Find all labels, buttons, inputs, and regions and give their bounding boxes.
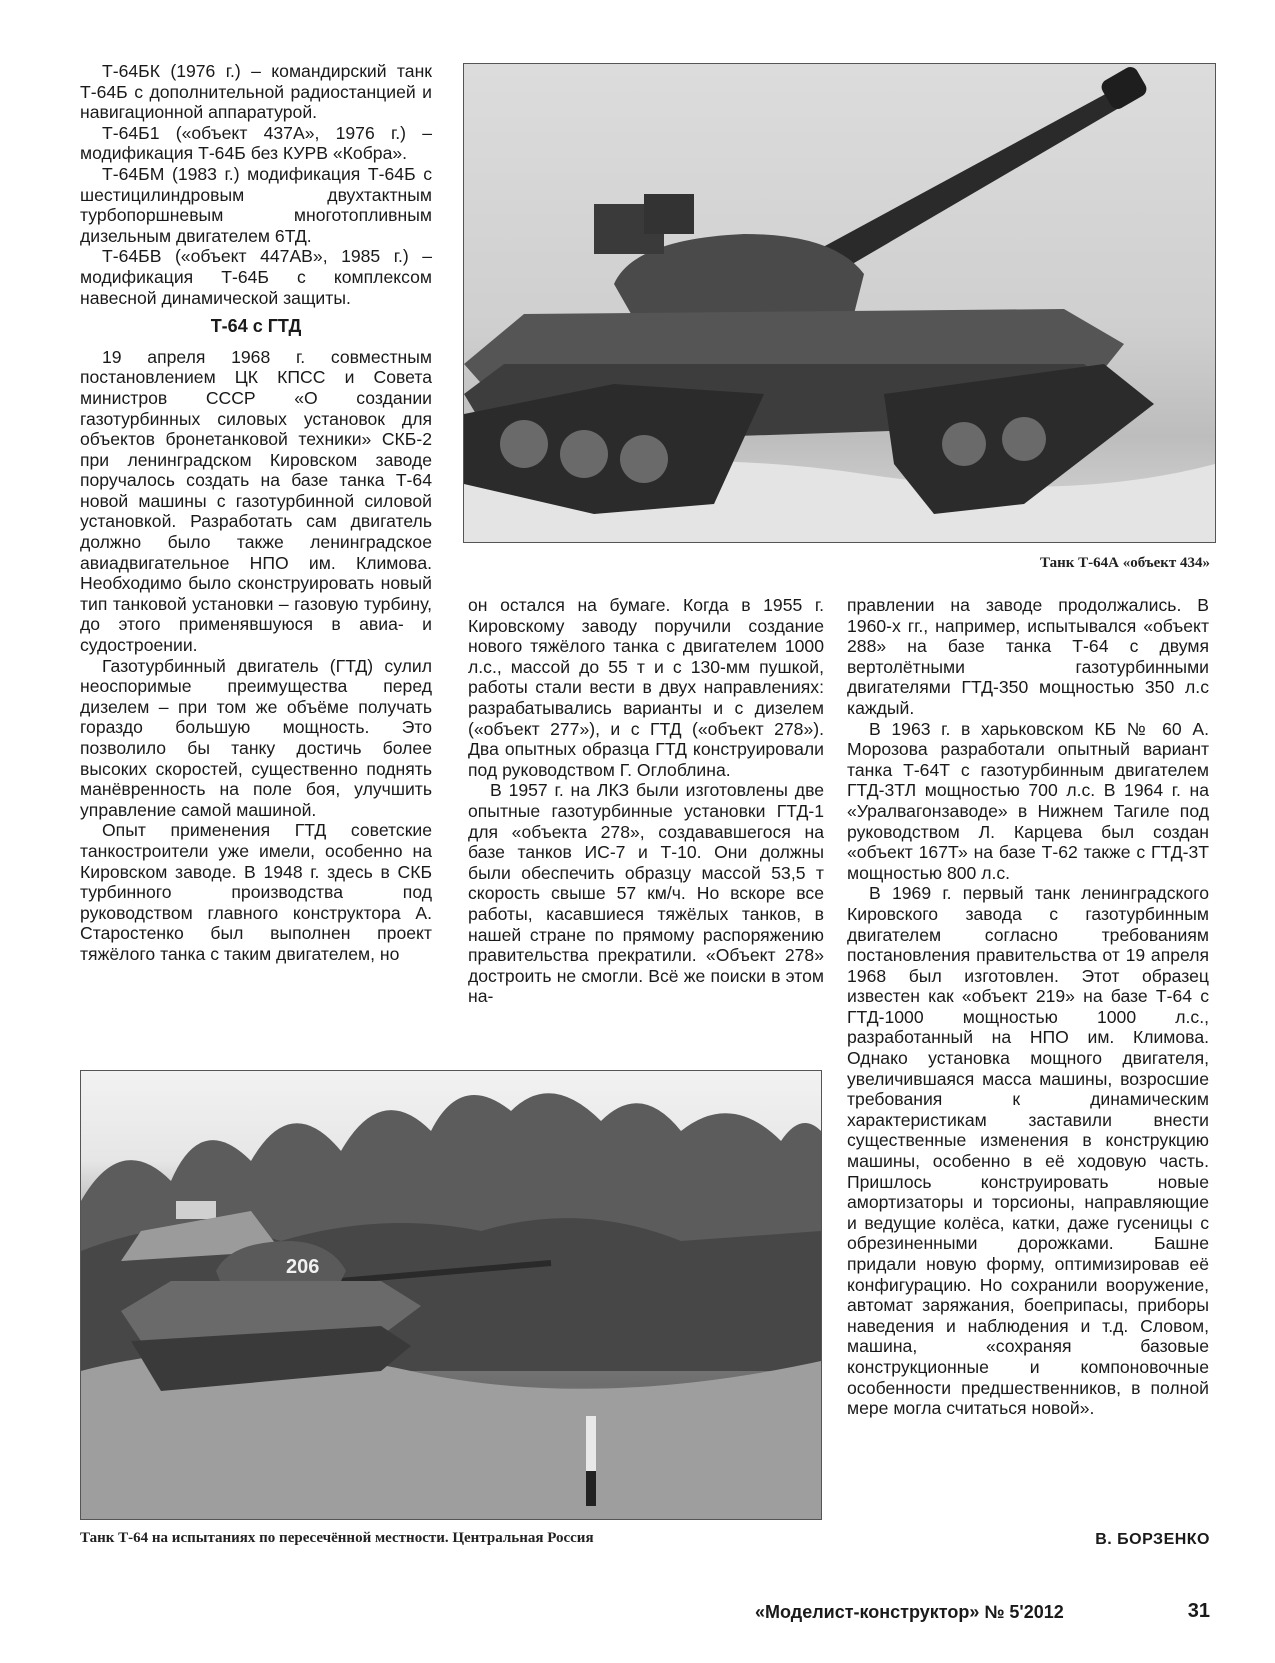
text-column-3 <box>847 595 1209 1419</box>
page-number: 31 <box>1187 1600 1210 1622</box>
text-column-1 <box>80 61 432 965</box>
paragraph: Т-64Б1 («объект 437А», 1976 г.) – модификация Т-64Б без КУРВ «Кобра». <box>80 122 432 164</box>
section-heading: Т-64 с ГТД <box>210 316 302 337</box>
magazine-footer: «Моделист-конструктор» № 5'2012 <box>755 1602 1064 1622</box>
paragraph: В 1957 г. на ЛКЗ были изготовлены две опытные газотурбинные установки ГТД-1 для «объекта 278», создававшегося на базе танков ИС-7 и Т-10. Они должны были обеспечить образцу массой 53,5 т скорость свыше 57 км/ч. Но вскоре все работы, касавшиеся тяжёлых танков, в нашей стране по прямому распоряжению правительства прекратили. «Объект 278» достроить не смогли. Всё же поиски в этом на- <box>468 780 824 1007</box>
paragraph: Опыт применения ГТД советские танкостроители уже имели, особенно на Кировском заводе. В 1948 г. здесь в СКБ турбинного производства под руководством главного конструктора А. Старостенко был выполнен проект тяжёлого танка с таким двигателем, но <box>80 820 432 964</box>
paragraph: В 1963 г. в харьковском КБ № 60 А. Морозова разработали опытный вариант танка Т-64Т с газотурбинным двигателем ГТД-3ТЛ мощностью 700 л.с. В 1964 г. на «Уралвагонзаводе» в Нижнем Тагиле под руководством Л. Карцева был создан «объект 167Т» на базе Т-62 также с ГТД-3Т мощностью 800 л.с. <box>847 718 1209 883</box>
paragraph: В 1969 г. первый танк ленинградского Кировского завода с газотурбинным двигателем согласно требованиям постановления правительства от 19 апреля 1968 был изготовлен. Этот образец известен как «объект 219» на базе Т-64 с ГТД-1000 мощностью 1000 л.с., разработанный на НПО им. Климова. Однако установка мощного двигателя, увеличившаяся масса машины, возросшие требования к динамическим характеристикам заставили внести существенные изменения в конструкцию машины, особенно в её ходовую часть. Пришлось конструировать новые амортизаторы и торсионы, направляющие и ведущие колёса, катки, даже гусеницы с обрезиненными дорожками. Башне придали новую форму, оптимизировав её конфигурацию. Но сохранили вооружение, автомат заряжания, боеприпасы, приборы наведения и наблюдения и т.д. Словом, машина, «сохраняя базовые конструкционные и компоновочные особенности предшественников, в полной мере могла считаться новой». <box>847 883 1209 1419</box>
paragraph: 19 апреля 1968 г. совместным постановлением ЦК КПСС и Совета министров СССР «О создании газотурбинных силовых установок для объектов бронетанковой техники» СКБ-2 при ленинградском Кировском заводе поручалось создать на базе танка Т-64 новой машины с газотурбинной силовой установкой. Разработать сам двигатель должно было также ленинградское авиадвигательное НПО им. Климова. Необходимо было сконструировать новый тип танковой установки – газовую турбину, до этого применявшуюся в авиа- и судостроении. <box>80 346 432 656</box>
tank-photo-t64a <box>463 63 1216 543</box>
paragraph: Т-64БМ (1983 г.) модификация Т-64Б с шестицилиндровым двухтактным турбопоршневым многотопливным дизельным двигателем 6ТД. <box>80 163 432 246</box>
tank-photo-t64-field-test <box>80 1070 822 1520</box>
paragraph: Газотурбинный двигатель (ГТД) сулил неоспоримые преимущества перед дизелем – при том же объёме получать гораздо большую мощность. Это позволило бы танку достичь более высоких скоростей, существенно поднять манёвренность на поле боя, улучшить управление самой машиной. <box>80 655 432 820</box>
tank-number: 206 <box>286 1256 320 1278</box>
paragraph: Т-64БК (1976 г.) – командирский танк Т-64Б с дополнительной радиостанцией и навигационной аппаратурой. <box>80 61 432 123</box>
text-column-2 <box>468 595 824 1007</box>
photo-caption-bottom: Танк Т-64 на испытаниях по пересечённой местности. Центральная Россия <box>80 1530 594 1546</box>
tank-t64a-illustration <box>464 64 1215 542</box>
tank-t64-field-illustration <box>81 1071 821 1519</box>
paragraph: он остался на бумаге. Когда в 1955 г. Кировскому заводу поручили создание нового тяжёлого танка с двигателем 1000 л.с., массой до 55 т и с 130-мм пушкой, работы стали вести в двух направлениях: разрабатывались варианты и с дизелем («объект 277»), и с ГТД («объект 278»). Два опытных образца ГТД конструировали под руководством Г. Оглоблина. <box>468 595 824 780</box>
paragraph: Т-64БВ («объект 447АВ», 1985 г.) – модификация Т-64Б с комплексом навесной динамической защиты. <box>80 246 432 308</box>
photo-caption-top: Танк Т-64А «объект 434» <box>1039 555 1210 571</box>
author-name: В. БОРЗЕНКО <box>1095 1531 1210 1548</box>
paragraph: правлении на заводе продолжались. В 1960-х гг., например, испытывался «объект 288» на базе танка Т-64 с двумя вертолётными газотурбинными двигателями ГТД-350 мощностью 350 л.с каждый. <box>847 595 1209 718</box>
